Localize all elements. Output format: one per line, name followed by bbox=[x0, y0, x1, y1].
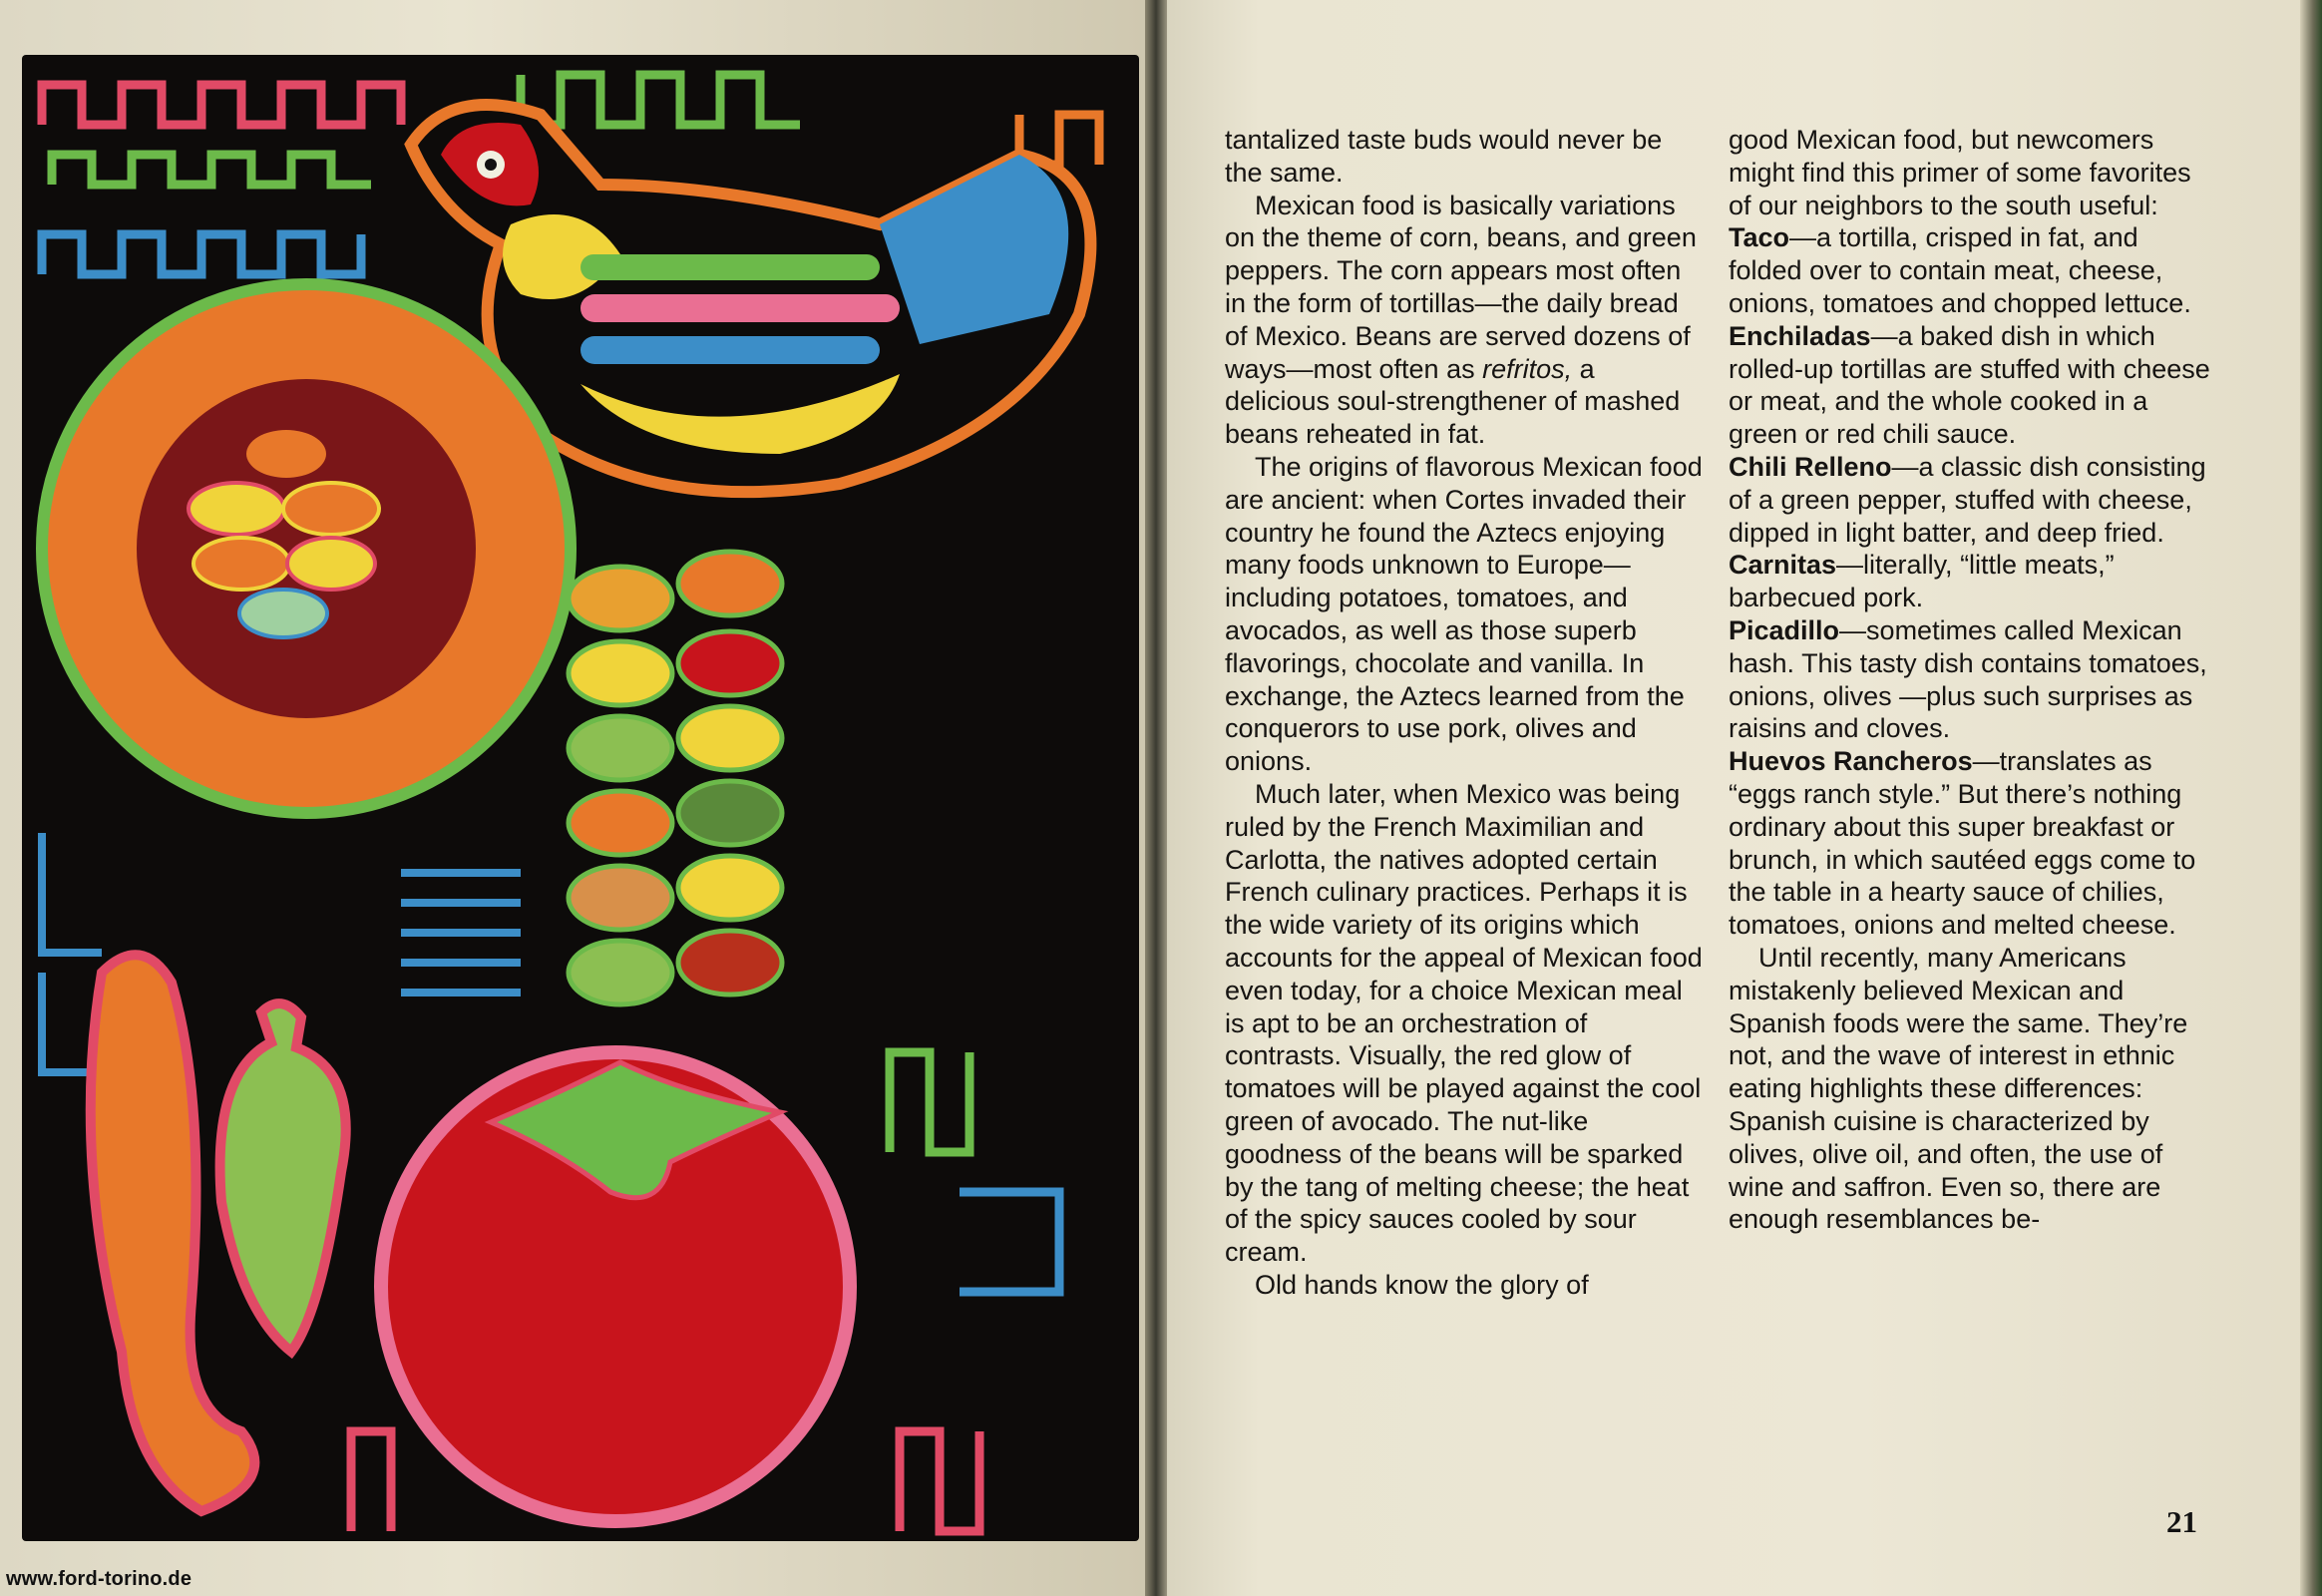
glossary-entry: Carnitas—literally, “little meats,” barbecued pork. bbox=[1729, 550, 2115, 613]
page-edge bbox=[2300, 0, 2322, 1596]
page-number: 21 bbox=[2166, 1504, 2197, 1539]
paragraph: Old hands know the glory of bbox=[1255, 1269, 1589, 1300]
glossary-term: Carnitas bbox=[1729, 550, 1837, 581]
glossary-term: Chili Relleno bbox=[1729, 451, 1892, 482]
glossary-term: Taco bbox=[1729, 222, 1790, 253]
paragraph: good Mexican food, but newcomers might find this primer of some favorites of our neighbors to the south useful: bbox=[1729, 125, 2191, 220]
paragraph: tantalized taste buds would never be the same. bbox=[1225, 125, 1663, 188]
paragraph: Much later, when Mexico was being ruled by the French Maximilian and Carlotta, the natives adopted certain French culinary practices. Perhaps it is the wide variety of its origins which accounts for the appeal of Mexican food even today, for a choice Mexican meal is apt to be an orchestration of contrasts. Visually, the red glow of tomatoes will be played against the cool green of avocado. The nut-like goodness of the beans will be sparked by the tang of melting cheese; the heat of the spicy sauces cooled by sour cream. bbox=[1225, 778, 1703, 1268]
glossary-entry: Chili Relleno—a classic dish consisting of a green pepper, stuffed with cheese, dipped in light batter, and deep fried. bbox=[1729, 451, 2206, 548]
paragraph: Mexican food is basically variations on the theme of corn, beans, and green peppers. The corn appears most often in the form of tortillas—the daily bread of Mexico. Beans are served dozens of ways—most often as refritos, a delicious soul-strengthener of mashed beans reheated in fat. bbox=[1225, 190, 1697, 450]
glossary-entry: Enchiladas—a baked dish in which rolled-up tortillas are stuffed with cheese or meat, and the whole cooked in a green or red chili sauce. bbox=[1729, 320, 2210, 450]
text-column-2 bbox=[1729, 124, 2212, 1236]
glossary-term: Enchiladas bbox=[1729, 320, 1871, 351]
text-column-1 bbox=[1225, 124, 1704, 1302]
glossary-entry: Taco—a tortilla, crisped in fat, and folded over to contain meat, cheese, onions, tomatoes and chopped lettuce. bbox=[1729, 222, 2191, 318]
paragraph: Until recently, many Americans mistakenly believed Mexican and Spanish foods were the same. They’re not, and the wave of interest in ethnic eating highlights these differences: Spanish cuisine is characterized by olives, olive oil, and often, the use of wine and saffron. Even so, there are enough resemblances be- bbox=[1729, 942, 2188, 1235]
glossary-entry: Huevos Rancheros—translates as “eggs ranch style.” But there’s nothing ordinary about this super breakfast or brunch, in which sautéed eggs come to the table in a hearty sauce of chilies, tomatoes, onions and melted cheese. bbox=[1729, 746, 2196, 941]
mola-illustration bbox=[22, 55, 1139, 1541]
glossary-term: Picadillo bbox=[1729, 614, 1840, 645]
website-watermark: www.ford-torino.de bbox=[6, 1568, 193, 1590]
glossary-entry: Picadillo—sometimes called Mexican hash. This tasty dish contains tomatoes, onions, olives —plus such surprises as raisins and cloves. bbox=[1729, 614, 2207, 744]
mexican-food-artwork bbox=[22, 55, 1139, 1541]
book-gutter bbox=[1145, 0, 1167, 1596]
left-page bbox=[0, 0, 1147, 1596]
glossary-term: Huevos Rancheros bbox=[1729, 746, 1973, 777]
paragraph: The origins of flavorous Mexican food are ancient: when Cortes invaded their country he found the Aztecs enjoying many foods unknown to Europe—including potatoes, tomatoes, and avocados, as well as those superb flavorings, chocolate and vanilla. In exchange, the Aztecs learned from the conquerors to use pork, olives and onions. bbox=[1225, 451, 1703, 777]
